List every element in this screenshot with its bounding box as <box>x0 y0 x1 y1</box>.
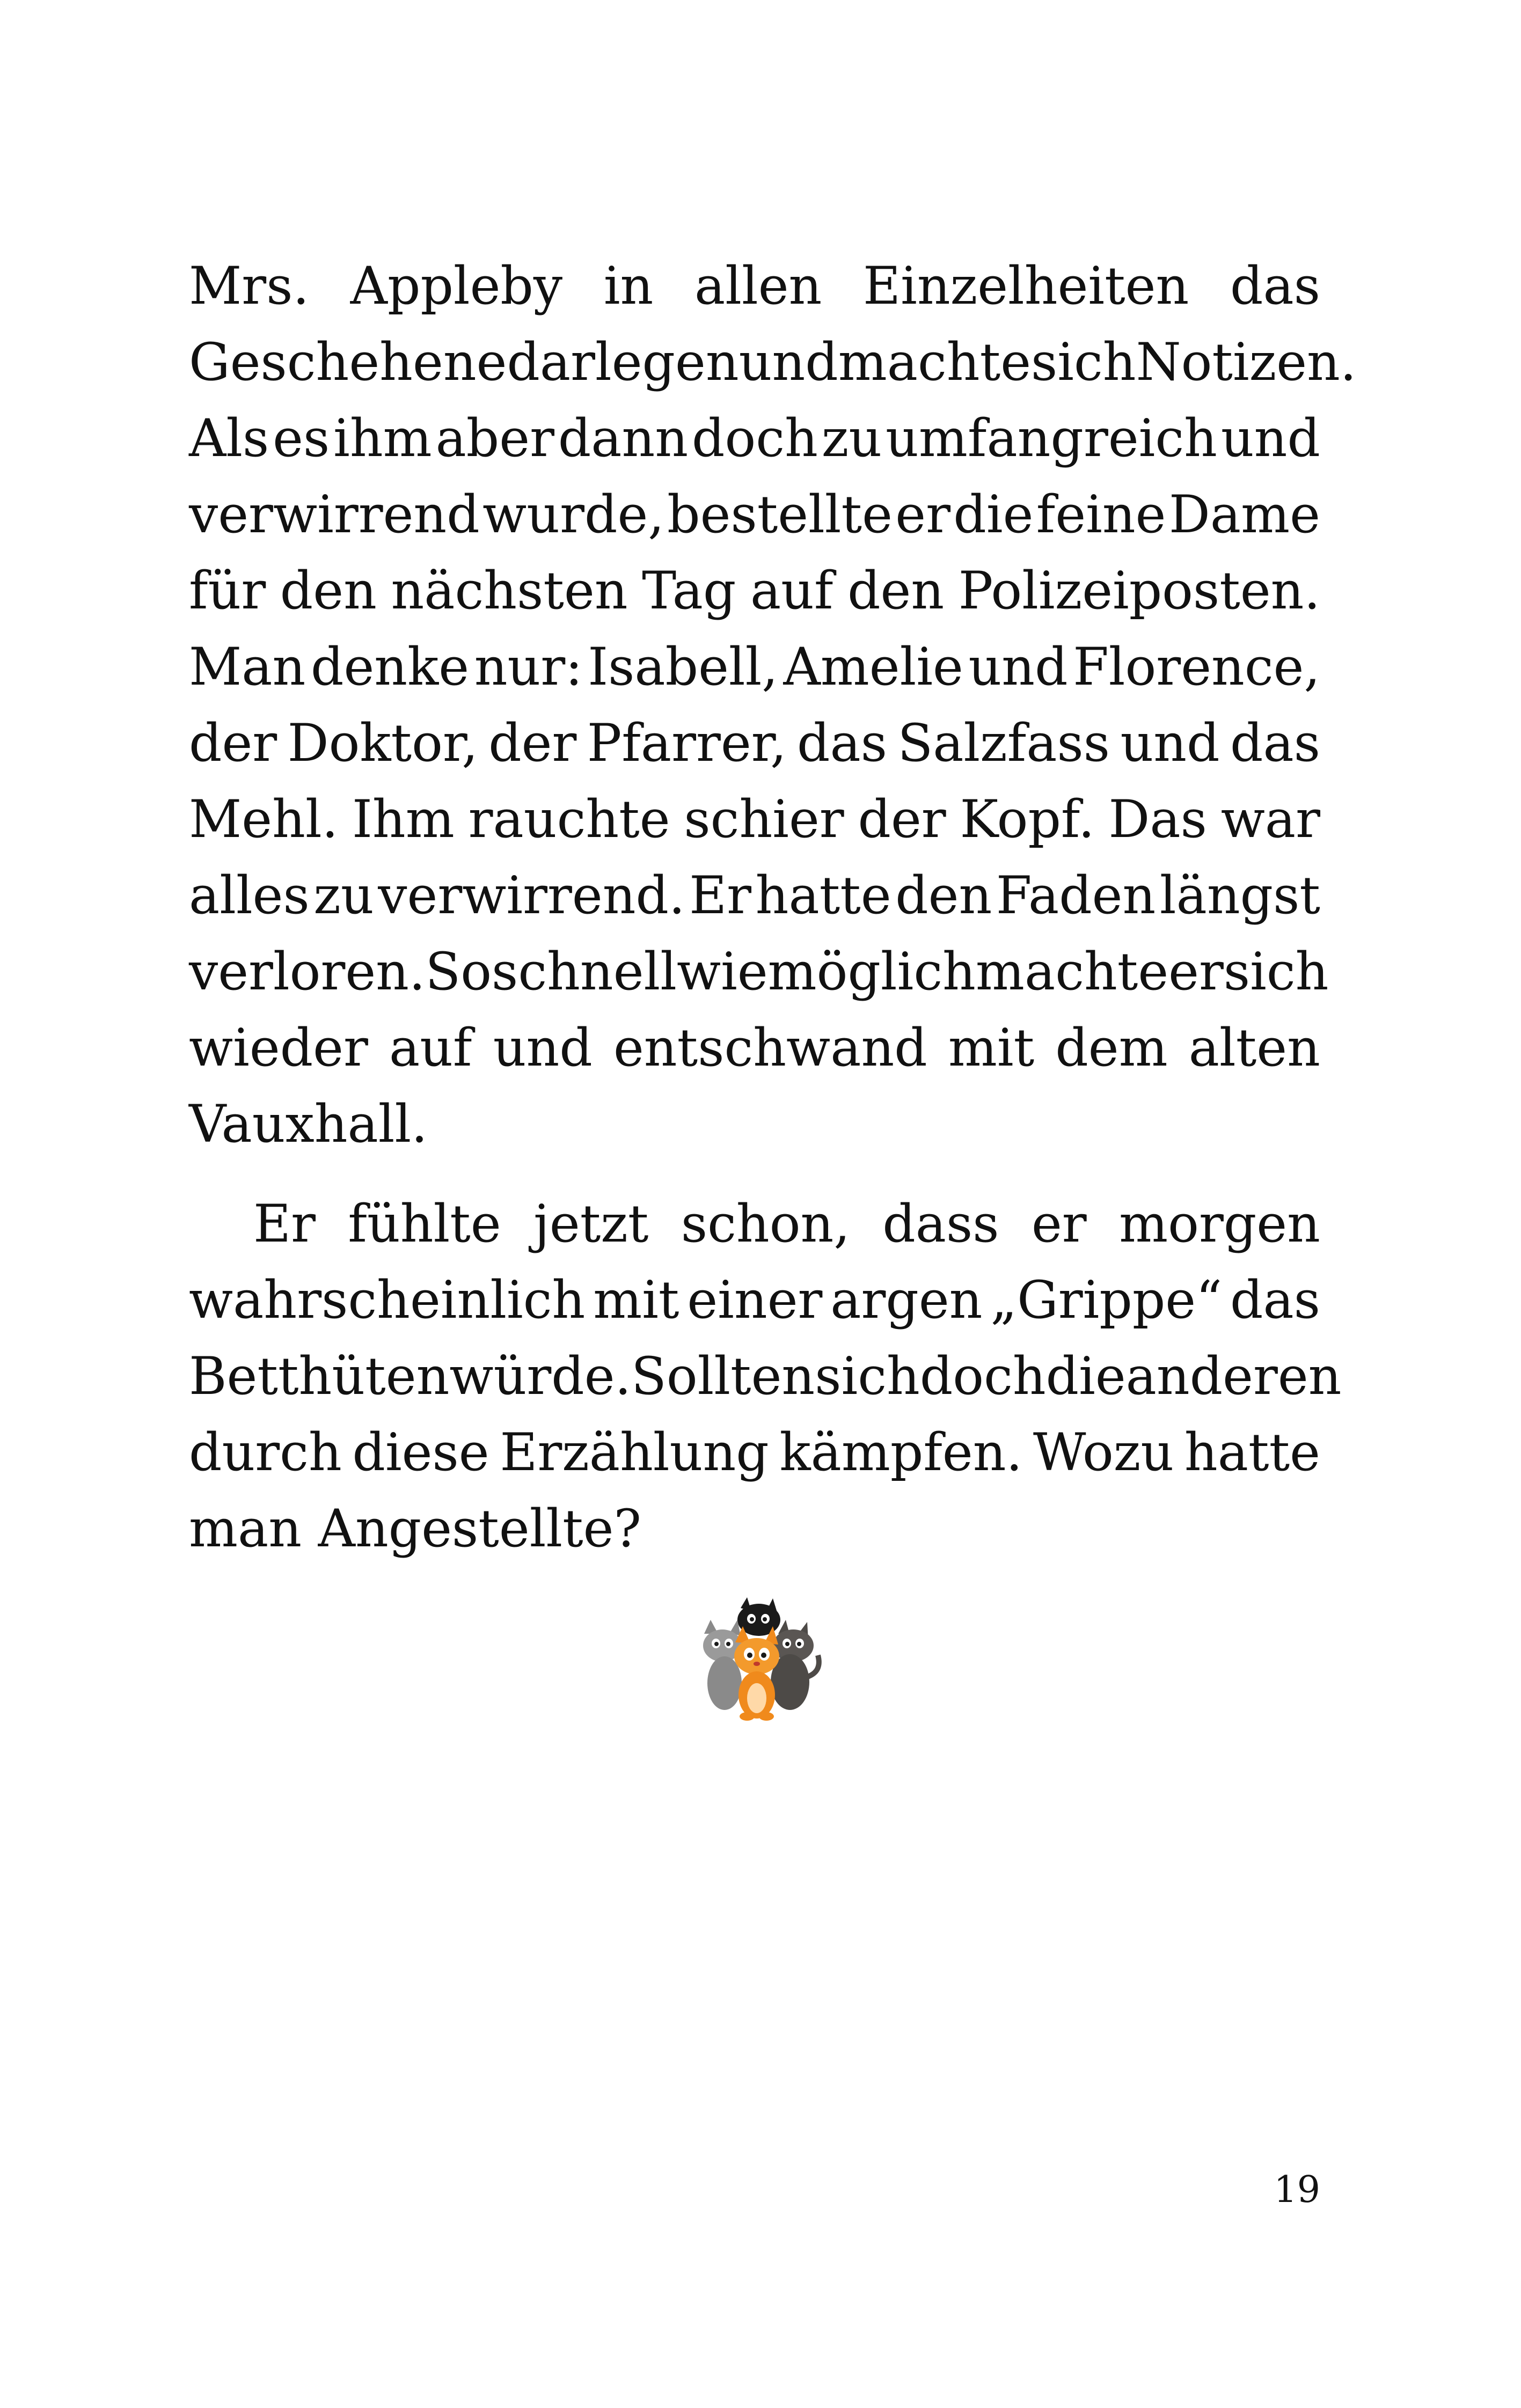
word: das <box>1230 256 1320 316</box>
word: schon, <box>681 1194 850 1254</box>
word: nächsten <box>391 561 628 621</box>
paragraph-2 <box>189 1186 1342 1567</box>
word: Tag <box>642 561 736 621</box>
word: dass <box>882 1194 999 1254</box>
word: zu <box>313 865 374 926</box>
word: auf <box>389 1018 472 1078</box>
word: war <box>1220 789 1320 849</box>
word: möglich <box>767 942 976 1002</box>
word: sich <box>1031 332 1136 392</box>
word: und <box>1220 408 1320 468</box>
word: er <box>1031 1194 1087 1254</box>
word: der <box>488 713 577 773</box>
word: Als <box>189 408 269 468</box>
word: auf <box>750 561 833 621</box>
word: Bett <box>189 1346 299 1406</box>
text-line <box>189 553 1320 629</box>
word: den <box>895 865 992 926</box>
word: Pfarrer, <box>587 713 787 773</box>
word: fühlte <box>348 1194 501 1254</box>
word: wahrscheinlich <box>189 1270 586 1330</box>
word: für <box>189 561 266 621</box>
word: dann <box>558 408 689 468</box>
word: darlegen <box>507 332 739 392</box>
text-line <box>189 934 1329 1010</box>
word: der <box>189 713 277 773</box>
word: Einzelheiten <box>863 256 1189 316</box>
text-line <box>189 1186 1320 1262</box>
word: Das <box>1108 789 1207 849</box>
word: alles <box>189 865 310 926</box>
word: nur: <box>474 637 583 697</box>
word: Mrs. <box>189 256 309 316</box>
word: Isabell, <box>588 637 778 697</box>
word: Erzählung <box>500 1422 769 1482</box>
word: und <box>1120 713 1220 773</box>
word: schier <box>684 789 844 849</box>
word: wurde, <box>482 484 664 545</box>
word: schnell <box>492 942 677 1002</box>
word: Notizen. <box>1136 332 1357 392</box>
word: Wozu <box>1033 1422 1174 1482</box>
word: den <box>847 561 945 621</box>
word: umfangreich <box>886 408 1217 468</box>
word: würde. <box>449 1346 632 1406</box>
word: kämpfen. <box>779 1422 1023 1482</box>
gray-cat-right-icon <box>771 1620 819 1710</box>
word: das <box>1230 1270 1320 1330</box>
word: und <box>738 332 838 392</box>
word: und <box>493 1018 593 1078</box>
text-line <box>189 324 1357 400</box>
word: es <box>273 408 330 468</box>
word: einer <box>687 1270 823 1330</box>
word: morgen <box>1119 1194 1320 1254</box>
text-line <box>189 1262 1320 1338</box>
word: Er <box>689 865 752 926</box>
word: Polizeiposten. <box>958 561 1320 621</box>
word: Appleby <box>350 256 563 316</box>
text-line <box>189 1338 1342 1414</box>
word: dem <box>1055 1018 1168 1078</box>
word: jetzt <box>533 1194 649 1254</box>
word: verwirrend <box>189 484 480 545</box>
word: alten <box>1188 1018 1320 1078</box>
word: Mehl. <box>189 789 339 849</box>
word: feine <box>1036 484 1166 545</box>
word: er <box>1168 942 1224 1002</box>
word: mit <box>593 1270 679 1330</box>
page-number: 19 <box>1274 2169 1320 2211</box>
word: denke <box>310 637 470 697</box>
word: hatte <box>755 865 891 926</box>
word: doch <box>919 1346 1046 1406</box>
word: Salzfass <box>897 713 1110 773</box>
word: allen <box>694 256 822 316</box>
word: Ihm <box>352 789 455 849</box>
word: Geschehene <box>189 332 507 392</box>
text-line <box>189 1414 1320 1491</box>
word: sich <box>1223 942 1329 1002</box>
cats-group-icon <box>698 1596 822 1721</box>
text-line <box>189 1010 1320 1086</box>
word: diese <box>352 1422 489 1482</box>
word: sich <box>815 1346 920 1406</box>
word: den <box>280 561 377 621</box>
word: Sollten <box>631 1346 815 1406</box>
word: und <box>968 637 1068 697</box>
word: Florence, <box>1073 637 1320 697</box>
word: das <box>797 713 887 773</box>
word: Faden <box>996 865 1156 926</box>
word: mit <box>948 1018 1035 1078</box>
word: die <box>953 484 1034 545</box>
word: verloren. <box>189 942 426 1002</box>
text-line: Vauxhall. <box>189 1094 428 1154</box>
word: „Grippe“ <box>990 1270 1223 1330</box>
paragraph-1 <box>189 248 1357 1162</box>
word: bestellte <box>667 484 893 545</box>
word: ihm <box>333 408 432 468</box>
word: längst <box>1159 865 1320 926</box>
word: wieder <box>189 1018 368 1078</box>
word: Doktor, <box>287 713 478 773</box>
gray-cat-left-icon <box>703 1620 742 1710</box>
text-line <box>189 248 1320 324</box>
word: Man <box>189 637 306 697</box>
word: machte <box>975 942 1169 1002</box>
text-line <box>189 400 1320 476</box>
word: der <box>858 789 946 849</box>
word: Er <box>253 1194 316 1254</box>
word: entschwand <box>613 1018 927 1078</box>
word: durch <box>189 1422 342 1482</box>
word: die <box>1045 1346 1126 1406</box>
word: wie <box>676 942 768 1002</box>
word: Kopf. <box>960 789 1095 849</box>
word: machte <box>838 332 1031 392</box>
text-line <box>189 476 1320 553</box>
text-line <box>189 857 1320 934</box>
word: Dame <box>1168 484 1320 545</box>
word: doch <box>692 408 818 468</box>
word: So <box>425 942 492 1002</box>
word: er <box>895 484 950 545</box>
word: rauchte <box>468 789 670 849</box>
word: das <box>1230 713 1320 773</box>
word: argen <box>830 1270 983 1330</box>
word: verwirrend. <box>378 865 685 926</box>
word: in <box>603 256 654 316</box>
word: hüten <box>298 1346 450 1406</box>
word: Amelie <box>783 637 963 697</box>
word: anderen <box>1125 1346 1342 1406</box>
text-line <box>189 705 1320 781</box>
word: zu <box>821 408 882 468</box>
text-line <box>189 781 1320 857</box>
text-line: man Angestellte? <box>189 1499 641 1559</box>
word: hatte <box>1184 1422 1320 1482</box>
word: aber <box>435 408 554 468</box>
text-line <box>189 629 1320 705</box>
